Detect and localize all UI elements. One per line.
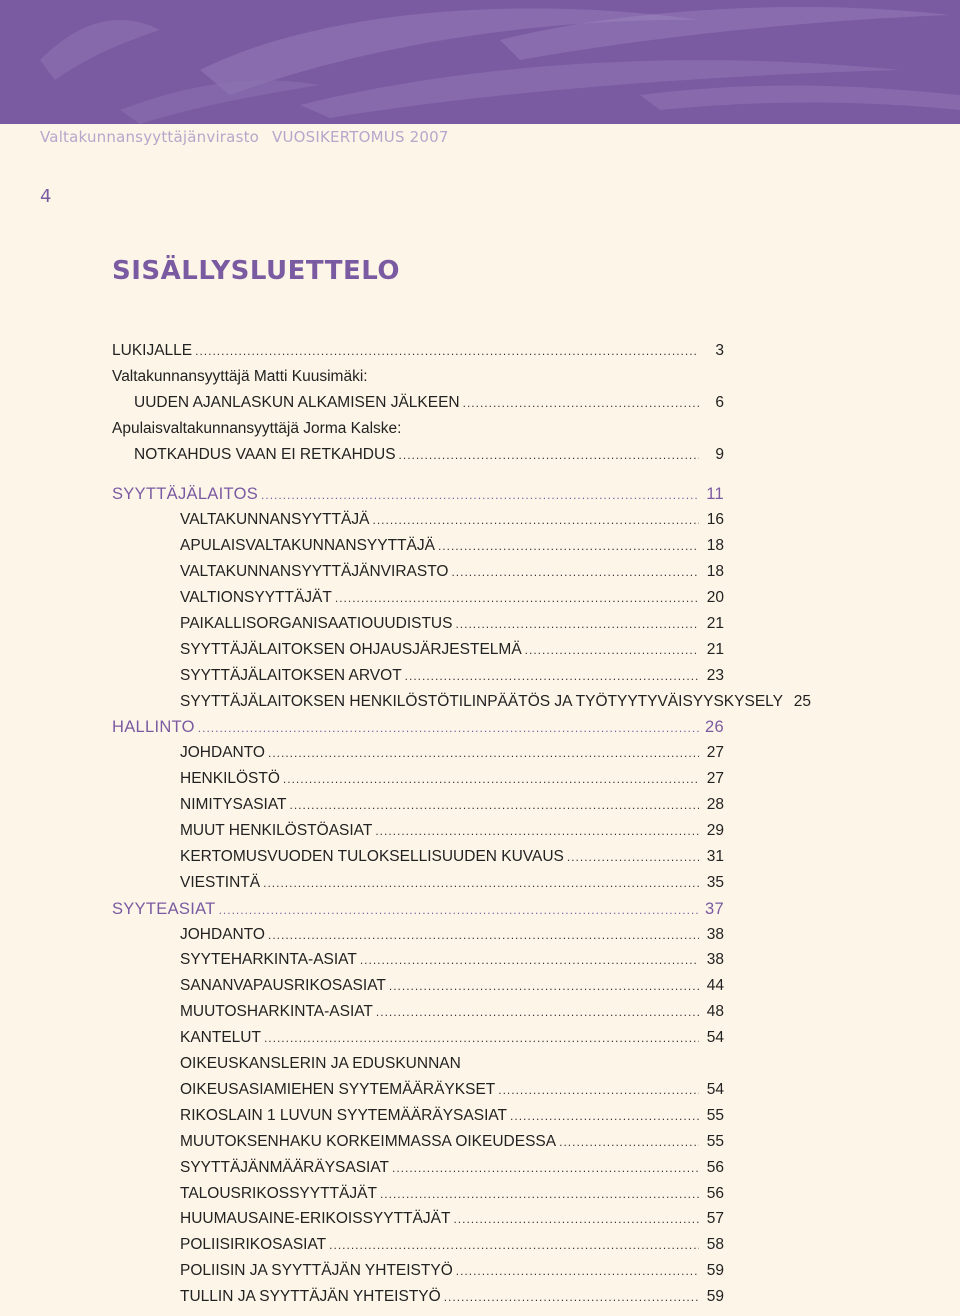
toc-entry-label: VIESTINTÄ [180, 873, 261, 891]
toc-leader-dots [283, 768, 699, 790]
toc-leader-dots [380, 1183, 699, 1205]
toc-entry-page: 27 [706, 770, 724, 788]
toc-leader-dots [290, 794, 699, 816]
toc-entry[interactable] [112, 1183, 724, 1209]
toc-entry-page: 23 [706, 666, 724, 684]
toc-entry-page: 59 [706, 1288, 724, 1306]
toc-entry[interactable] [112, 509, 724, 535]
toc-entry[interactable] [112, 1286, 724, 1312]
toc-entry-label: OIKEUSASIAMIEHEN SYYTEMÄÄRÄYKSET [180, 1080, 496, 1098]
toc-entry[interactable] [112, 639, 724, 665]
toc-leader-dots [455, 613, 699, 635]
toc-leader-dots [498, 1079, 699, 1101]
page-number: 4 [40, 186, 52, 207]
toc-entry-label: Valtakunnansyyttäjä Matti Kuusimäki: [112, 367, 368, 385]
toc-entry-page: 55 [706, 1132, 724, 1150]
toc-leader-dots [219, 899, 699, 921]
toc-entry-label: MUUTOSHARKINTA-ASIAT [180, 1003, 373, 1021]
toc-leader-dots [389, 975, 699, 997]
toc-entry[interactable] [112, 872, 724, 898]
toc-entry-label: OIKEUSKANSLERIN JA EDUSKUNNAN [180, 1055, 461, 1073]
toc-entry-page: 3 [715, 342, 724, 359]
toc-leader-dots [264, 1027, 699, 1049]
toc-entry[interactable] [112, 1105, 724, 1131]
toc-entry[interactable] [112, 949, 724, 975]
toc-leader-dots [438, 535, 699, 557]
toc-entry-label: HUUMAUSAINE-ERIKOISSYYTTÄJÄT [180, 1210, 451, 1228]
toc-leader-dots [375, 820, 699, 842]
toc-leader-dots [399, 444, 699, 466]
decorative-brush-strokes [0, 0, 960, 124]
toc-entry[interactable] [112, 794, 724, 820]
toc-entry-page: 55 [706, 1106, 724, 1124]
toc-entry-label: SYYTTÄJÄLAITOKSEN HENKILÖSTÖTILINPÄÄTÖS JA TYÖTYYTYVÄISYYSKYSELY [180, 692, 783, 710]
toc-entry-label: NIMITYSASIAT [180, 796, 287, 814]
running-head-org: Valtakunnansyyttäjänvirasto [40, 128, 260, 146]
toc-entry-label: KANTELUT [180, 1029, 261, 1047]
toc-leader-dots [372, 509, 699, 531]
toc-leader-dots [360, 949, 699, 971]
toc-entry[interactable] [112, 820, 724, 846]
toc-entry-label: KERTOMUSVUODEN TULOKSELLISUUDEN KUVAUS [180, 847, 564, 865]
toc-entry[interactable] [112, 392, 724, 418]
toc-section-hallinto[interactable] [112, 716, 724, 742]
toc-leader-dots [453, 1208, 699, 1230]
toc-leader-dots [198, 717, 699, 739]
toc-entry-page: 16 [706, 511, 724, 529]
toc-entry-author [112, 366, 724, 392]
toc-leader-dots [329, 1234, 699, 1256]
toc-section-page: 11 [706, 485, 724, 504]
toc-leader-dots [405, 665, 699, 687]
toc-entry-label: VALTIONSYYTTÄJÄT [180, 589, 332, 607]
toc-leader-dots [195, 340, 699, 362]
toc-entry-label: TULLIN JA SYYTTÄJÄN YHTEISTYÖ [180, 1288, 441, 1306]
toc-entry[interactable] [112, 535, 724, 561]
toc-entry-label: NOTKAHDUS VAAN EI RETKAHDUS [134, 445, 396, 463]
toc-entry-page: 44 [706, 977, 724, 995]
toc-entry-page: 21 [706, 614, 724, 632]
toc-entry-page: 9 [715, 445, 724, 463]
toc-entry-label: RIKOSLAIN 1 LUVUN SYYTEMÄÄRÄYSASIAT [180, 1106, 508, 1124]
toc-section-label: HALLINTO [112, 718, 195, 737]
toc-entry-page: 27 [706, 744, 724, 762]
toc-entry-page: 38 [706, 951, 724, 969]
toc-entry-label: VALTAKUNNANSYYTTÄJÄ [180, 511, 370, 529]
toc-entry[interactable] [112, 1001, 724, 1027]
toc-entry-page: 31 [706, 847, 724, 865]
toc-entry-label: SANANVAPAUSRIKOSASIAT [180, 977, 386, 995]
toc-entry-label: APULAISVALTAKUNNANSYYTTÄJÄ [180, 537, 435, 555]
toc-entry-label: MUUT HENKILÖSTÖASIAT [180, 822, 373, 840]
toc-entry-label: JOHDANTO [180, 925, 265, 943]
toc-entry-first-line[interactable] [112, 1053, 724, 1079]
toc-entry[interactable] [112, 1157, 724, 1183]
toc-entry[interactable] [112, 665, 724, 691]
running-head-publication: VUOSIKERTOMUS 2007 [272, 128, 449, 146]
toc-entry-label: SYYTEHARKINTA-ASIAT [180, 951, 357, 969]
toc-entry-label: LUKIJALLE [112, 342, 193, 359]
toc-entry-author [112, 418, 724, 444]
toc-leader-dots [451, 561, 699, 583]
toc-entry-page: 29 [706, 822, 724, 840]
toc-entry-page: 18 [706, 537, 724, 555]
toc-entry-page: 56 [706, 1158, 724, 1176]
toc-entry[interactable] [112, 691, 811, 717]
toc-entry[interactable] [112, 1260, 724, 1286]
toc-leader-dots [444, 1286, 699, 1308]
toc-leader-dots [335, 587, 699, 609]
toc-leader-dots [567, 846, 699, 868]
toc-leader-dots [559, 1131, 699, 1153]
toc-entry-label: JOHDANTO [180, 744, 265, 762]
toc-entry[interactable] [112, 924, 724, 950]
toc-entry[interactable] [112, 1131, 724, 1157]
toc-leader-dots [268, 742, 699, 764]
table-of-contents [112, 340, 811, 1312]
toc-entry-label: MUUTOKSENHAKU KORKEIMMASSA OIKEUDESSA [180, 1132, 557, 1150]
toc-entry-page: 6 [715, 393, 724, 411]
toc-section-page: 26 [705, 718, 724, 737]
toc-entry-label: TALOUSRIKOSSYYTTÄJÄT [180, 1184, 377, 1202]
toc-entry[interactable] [112, 1234, 724, 1260]
header-banner [0, 0, 960, 124]
toc-entry-label: SYYTTÄJÄLAITOKSEN ARVOT [180, 666, 402, 684]
toc-leader-dots [463, 392, 699, 414]
toc-entry[interactable] [112, 613, 724, 639]
toc-entry-label: SYYTTÄJÄNMÄÄRÄYSASIAT [180, 1158, 390, 1176]
page-title: SISÄLLYSLUETTELO [112, 256, 400, 286]
toc-entry-label: SYYTTÄJÄLAITOKSEN OHJAUSJÄRJESTELMÄ [180, 640, 522, 658]
toc-entry-page: 56 [706, 1184, 724, 1202]
toc-leader-dots [392, 1157, 699, 1179]
toc-entry[interactable] [112, 1208, 724, 1234]
toc-section-label: SYYTEASIAT [112, 899, 216, 918]
toc-entry-page: 25 [793, 692, 811, 710]
toc-entry[interactable] [112, 975, 724, 1001]
toc-entry-page: 20 [706, 589, 724, 607]
toc-leader-dots [510, 1105, 699, 1127]
toc-entry-page: 35 [706, 873, 724, 891]
toc-section-label: SYYTTÄJÄLAITOS [112, 485, 259, 504]
toc-entry-page: 28 [706, 796, 724, 814]
toc-section-syyttajalaitos[interactable] [112, 483, 724, 509]
toc-entry-page: 18 [706, 563, 724, 581]
toc-entry[interactable] [112, 561, 724, 587]
toc-entry-page: 54 [706, 1029, 724, 1047]
toc-entry[interactable] [112, 742, 724, 768]
toc-entry-label: HENKILÖSTÖ [180, 770, 280, 788]
toc-leader-dots [456, 1260, 699, 1282]
toc-entry-label: PAIKALLISORGANISAATIOUUDISTUS [180, 614, 453, 632]
toc-entry-label: Apulaisvaltakunnansyyttäjä Jorma Kalske: [112, 419, 402, 437]
toc-entry-page: 58 [706, 1236, 724, 1254]
toc-entry-page: 38 [706, 925, 724, 943]
toc-section-syyteasiat[interactable] [112, 898, 724, 924]
toc-leader-dots [268, 924, 699, 946]
toc-entry-page: 57 [706, 1210, 724, 1228]
running-head [40, 128, 449, 146]
toc-entry-page: 59 [706, 1262, 724, 1280]
toc-entry[interactable] [112, 587, 724, 613]
toc-leader-dots [525, 639, 699, 661]
toc-entry[interactable] [112, 1079, 724, 1105]
toc-entry-page: 21 [706, 640, 724, 658]
toc-entry[interactable] [112, 768, 724, 794]
toc-leader-dots [261, 484, 699, 506]
toc-entry[interactable] [112, 1027, 724, 1053]
toc-entry[interactable] [112, 444, 724, 470]
toc-entry[interactable] [112, 846, 724, 872]
toc-entry-page: 48 [706, 1003, 724, 1021]
toc-entry-label: POLIISIN JA SYYTTÄJÄN YHTEISTYÖ [180, 1262, 453, 1280]
toc-entry-label: UUDEN AJANLASKUN ALKAMISEN JÄLKEEN [134, 393, 460, 411]
toc-entry-label: POLIISIRIKOSASIAT [180, 1236, 327, 1254]
toc-entry-label: VALTAKUNNANSYYTTÄJÄNVIRASTO [180, 563, 449, 581]
toc-entry-page: 54 [706, 1080, 724, 1098]
toc-leader-dots [376, 1001, 699, 1023]
toc-entry[interactable] [112, 340, 724, 366]
toc-leader-dots [263, 872, 699, 894]
toc-section-page: 37 [705, 899, 724, 918]
